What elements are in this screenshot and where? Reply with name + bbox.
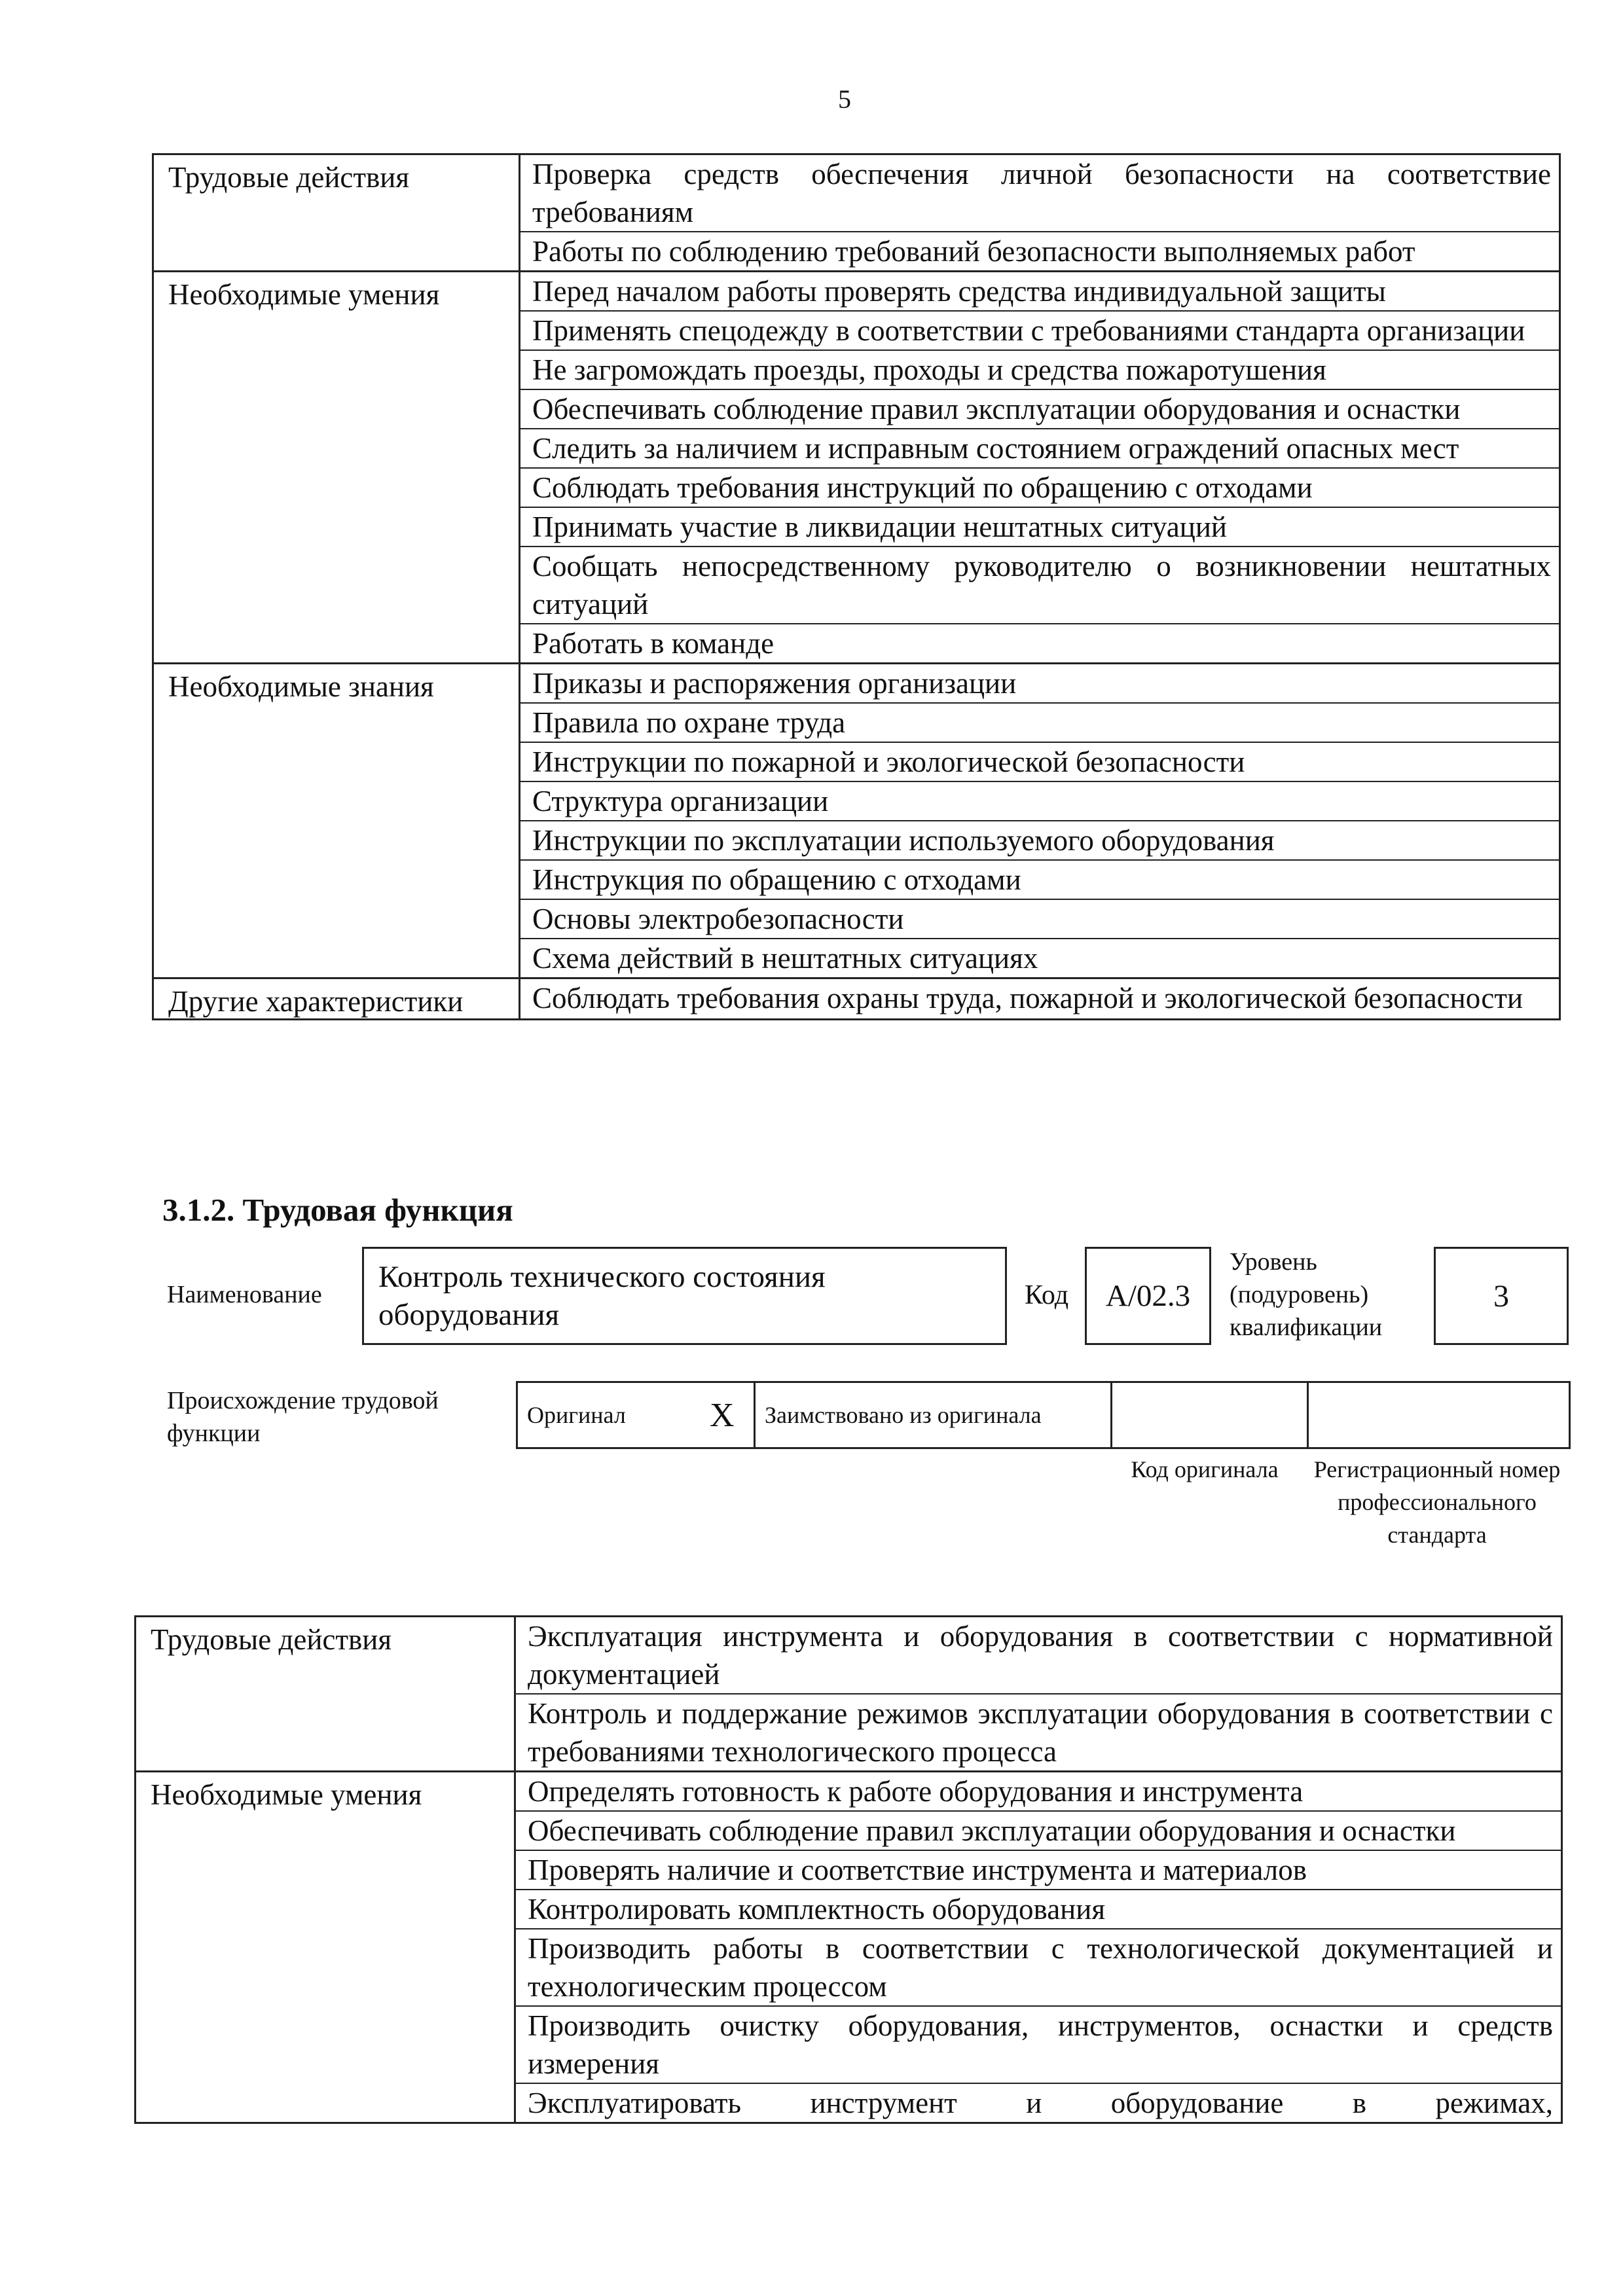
list-item: Обеспечивать соблюдение правил эксплуатации оборудования и оснастки bbox=[516, 1812, 1561, 1851]
original-code-caption: Код оригинала bbox=[1131, 1456, 1279, 1482]
registration-number-cell bbox=[1308, 1382, 1570, 1448]
row-label: Трудовые действия bbox=[153, 154, 520, 272]
list-item: Эксплуатировать инструмент и оборудование в режимах, bbox=[528, 2087, 1553, 2119]
labor-function-table-1 bbox=[152, 153, 1561, 1020]
original-mark: Х bbox=[691, 1382, 755, 1448]
list-item: Инструкции по пожарной и экологической безопасности bbox=[520, 743, 1559, 782]
list-item: Работать в команде bbox=[532, 627, 775, 660]
list-item: Сообщать непосредственному руководителю о возникновении нештатных ситуаций bbox=[520, 547, 1559, 624]
list-item: Определять готовность к работе оборудования и инструмента bbox=[516, 1772, 1561, 1812]
list-item: Приказы и распоряжения организации bbox=[520, 664, 1559, 704]
row-label: Необходимые знания bbox=[153, 664, 520, 978]
row-label: Другие характеристики bbox=[153, 978, 520, 1020]
list-item: Инструкция по обращению с отходами bbox=[520, 861, 1559, 900]
original-cell: Оригинал bbox=[517, 1382, 691, 1448]
code-label: Код bbox=[1025, 1280, 1069, 1310]
origin-label: Происхождение трудовой функции bbox=[167, 1387, 439, 1447]
qualification-level-box: 3 bbox=[1434, 1247, 1569, 1345]
row-label: Необходимые умения bbox=[136, 1772, 515, 2123]
origin-table bbox=[516, 1381, 1571, 1449]
function-code-box: А/02.3 bbox=[1085, 1247, 1211, 1345]
list-item: Соблюдать требования охраны труда, пожарной и экологической безопасности bbox=[532, 982, 1523, 1014]
list-item: Не загромождать проезды, проходы и средства пожаротушения bbox=[520, 351, 1559, 390]
list-item: Перед началом работы проверять средства индивидуальной защиты bbox=[520, 272, 1559, 312]
list-item: Применять спецодежду в соответствии с требованиями стандарта организации bbox=[520, 312, 1559, 351]
list-item: Проверять наличие и соответствие инструмента и материалов bbox=[516, 1851, 1561, 1890]
level-label: Уровень (подуровень) квалификации bbox=[1230, 1248, 1383, 1341]
page-number: 5 bbox=[838, 84, 851, 114]
list-item: Основы электробезопасности bbox=[520, 900, 1559, 939]
function-name-box: Контроль технического состояния оборудования bbox=[362, 1247, 1007, 1345]
list-item: Принимать участие в ликвидации нештатных ситуаций bbox=[520, 508, 1559, 547]
list-item: Соблюдать требования инструкций по обращению с отходами bbox=[520, 469, 1559, 508]
list-item: Контролировать комплектность оборудования bbox=[516, 1890, 1561, 1929]
row-label: Необходимые умения bbox=[153, 272, 520, 664]
list-item: Проверка средств обеспечения личной безопасности на соответствие требованиям bbox=[520, 155, 1559, 232]
list-item: Следить за наличием и исправным состоянием ограждений опасных мест bbox=[520, 429, 1559, 469]
list-item: Контроль и поддержание режимов эксплуатации оборудования в соответствии с требованиями технологического процесса bbox=[528, 1697, 1553, 1768]
registration-number-caption: Регистрационный номер профессионального стандарта bbox=[1313, 1456, 1561, 1548]
list-item: Обеспечивать соблюдение правил эксплуатации оборудования и оснастки bbox=[520, 390, 1559, 429]
list-item: Структура организации bbox=[520, 782, 1559, 821]
section-title: 3.1.2. Трудовая функция bbox=[162, 1192, 513, 1228]
list-item: Эксплуатация инструмента и оборудования в соответствии с нормативной документацией bbox=[516, 1617, 1561, 1695]
original-code-cell bbox=[1112, 1382, 1308, 1448]
labor-function-table-2 bbox=[134, 1615, 1563, 2124]
list-item: Схема действий в нештатных ситуациях bbox=[532, 942, 1038, 975]
row-label: Трудовые действия bbox=[136, 1617, 515, 1772]
list-item: Правила по охране труда bbox=[520, 704, 1559, 743]
list-item: Производить очистку оборудования, инструментов, оснастки и средств измерения bbox=[516, 2007, 1561, 2084]
list-item: Инструкции по эксплуатации используемого оборудования bbox=[520, 821, 1559, 861]
list-item: Производить работы в соответствии с технологической документацией и технологическим процессом bbox=[516, 1929, 1561, 2007]
borrowed-cell: Заимствовано из оригинала bbox=[755, 1382, 1112, 1448]
name-label: Наименование bbox=[167, 1281, 322, 1308]
list-item: Работы по соблюдению требований безопасности выполняемых работ bbox=[532, 235, 1415, 268]
